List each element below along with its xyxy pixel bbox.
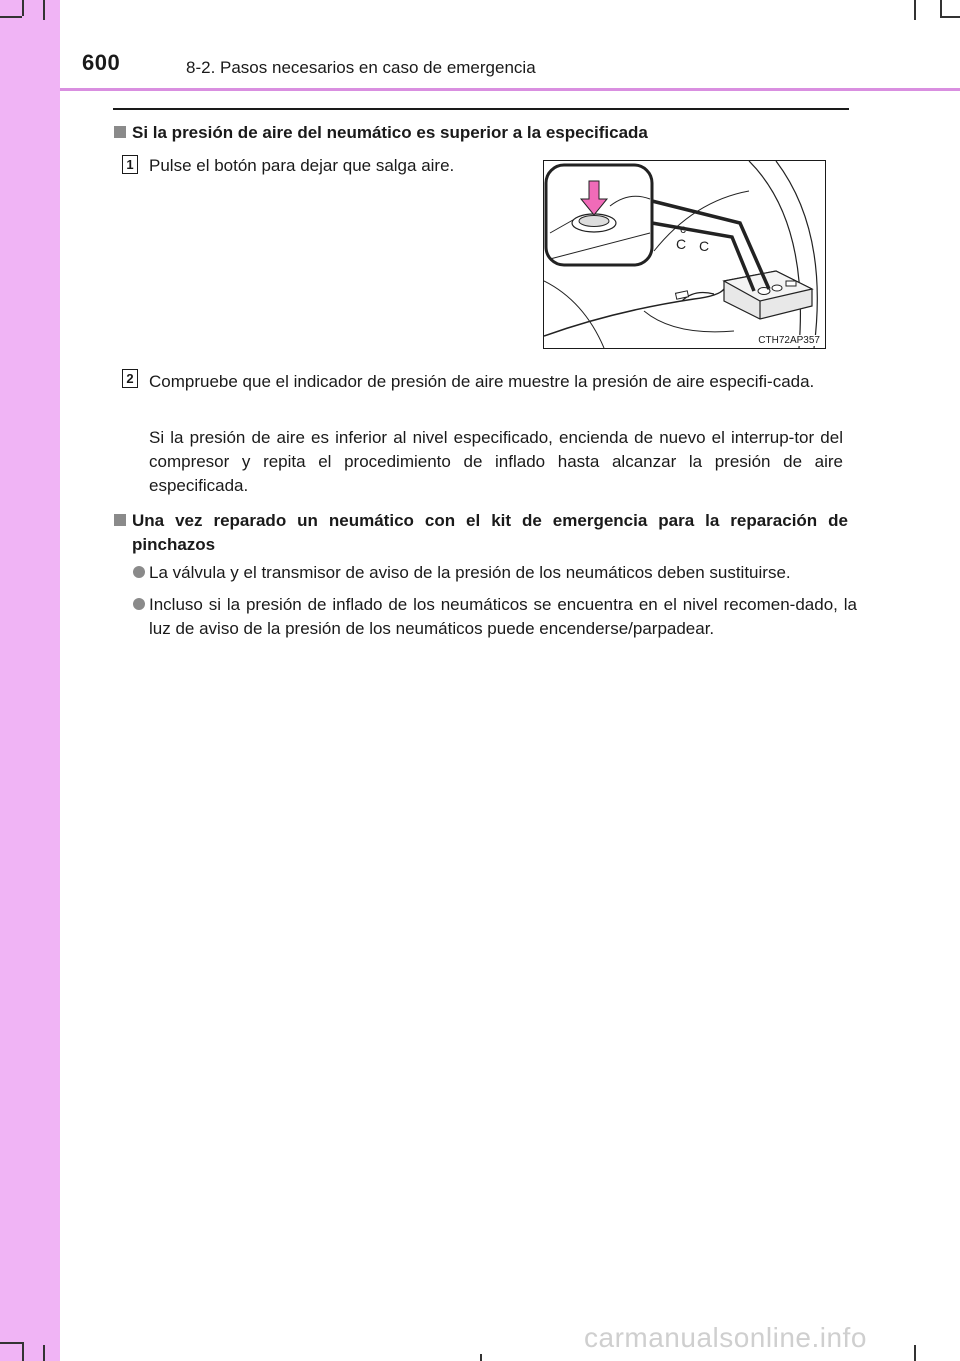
step-2-badge: 2 (122, 369, 138, 388)
svg-text:c: c (680, 222, 686, 236)
square-bullet-icon (114, 514, 126, 526)
page-number: 600 (82, 50, 121, 75)
crop-mark (43, 0, 45, 20)
step-2-text: Compruebe que el indicador de presión de aire muestre la presión de aire especifi-cada. (149, 372, 815, 391)
sidebar-top (0, 0, 60, 90)
crop-mark (22, 1342, 24, 1361)
bullet-item-2: Incluso si la presión de inflado de los neumáticos se encuentra en el nivel recomen-dado, la luz de aviso de la presión de los neumáticos puede encenderse/parpadear. (149, 595, 857, 638)
svg-text:C: C (699, 238, 710, 254)
crop-mark (940, 0, 942, 16)
square-bullet-icon (114, 126, 126, 138)
crop-mark (0, 16, 22, 18)
step-1-text: Pulse el botón para dejar que salga aire. (149, 156, 455, 175)
crop-mark (914, 0, 916, 20)
divider (113, 108, 849, 110)
crop-mark (43, 1345, 45, 1361)
sidebar-band (0, 0, 60, 1361)
heading-after-repair: Una vez reparado un neumático con el kit de emergencia para la reparación de pinchazos (132, 511, 848, 554)
step-2-note: Si la presión de aire es inferior al nivel especificado, encienda de nuevo el interrup-tor del compresor y repita el procedimiento de inflado hasta alcanzar la presión de aire especificada. (149, 428, 843, 495)
crop-mark (0, 1342, 22, 1344)
step-1-badge: 1 (122, 155, 138, 174)
figure-code: CTH72AP357 (758, 335, 820, 346)
section-title: 8-2. Pasos necesarios en caso de emergencia (186, 58, 536, 77)
bullet-item-1: La válvula y el transmisor de aviso de la presión de los neumáticos deben sustituirse. (149, 563, 791, 582)
round-bullet-icon (133, 598, 145, 610)
round-bullet-icon (133, 566, 145, 578)
svg-text:C: C (676, 236, 687, 252)
crop-mark (22, 0, 24, 16)
crop-mark (940, 16, 960, 18)
header-rule (60, 88, 960, 91)
crop-mark (914, 1345, 916, 1361)
heading-overpressure: Si la presión de aire del neumático es superior a la especificada (132, 123, 648, 142)
tire-compressor-drawing (544, 161, 825, 348)
watermark: carmanualsonline.info (584, 1322, 867, 1353)
compressor-illustration (543, 160, 826, 349)
crop-mark (480, 1354, 482, 1361)
